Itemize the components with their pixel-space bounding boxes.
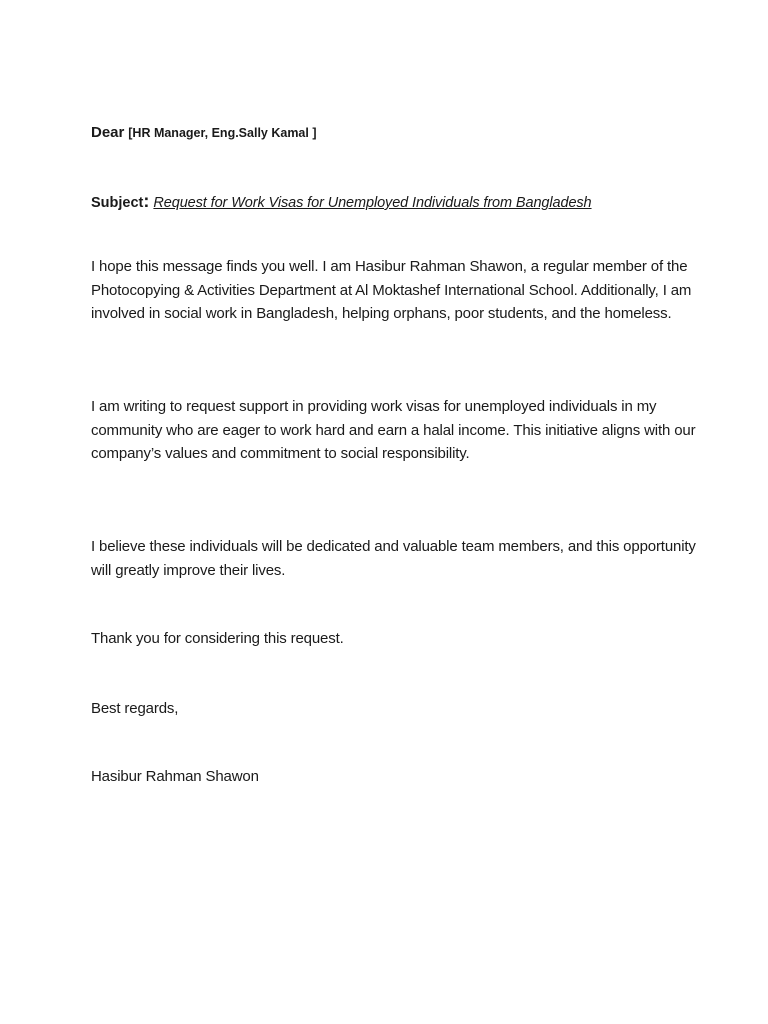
dear-label: Dear [91,124,125,141]
paragraph-introduction: I hope this message finds you well. I am Hasibur Rahman Shawon, a regular member of the Photocopying & Activities Department at Al Moktashef International School. Additionally, I am involved in social work in Bangladesh, helping orphans, poor students, and the homeless. [91,258,692,322]
subject-line [91,190,711,214]
salutation [91,122,701,143]
subject-text: Request for Work Visas for Unemployed Individuals from Bangladesh [153,195,592,211]
paragraph-request: I am writing to request support in providing work visas for unemployed individuals in my community who are eager to work hard and earn a halal income. This initiative aligns with our company’s values and commitment to social responsibility. [91,398,696,462]
subject-label: Subject [91,195,144,211]
subject-colon: : [143,191,150,211]
closing: Best regards, [91,700,179,717]
signature-name: Hasibur Rahman Shawon [91,768,259,785]
paragraph-belief: I believe these individuals will be dedicated and valuable team members, and this opportunity will greatly improve their lives. [91,538,696,579]
letter-body [91,122,701,785]
recipient: [HR Manager, Eng.Sally Kamal ] [128,126,317,140]
paragraph-thanks: Thank you for considering this request. [91,630,344,647]
